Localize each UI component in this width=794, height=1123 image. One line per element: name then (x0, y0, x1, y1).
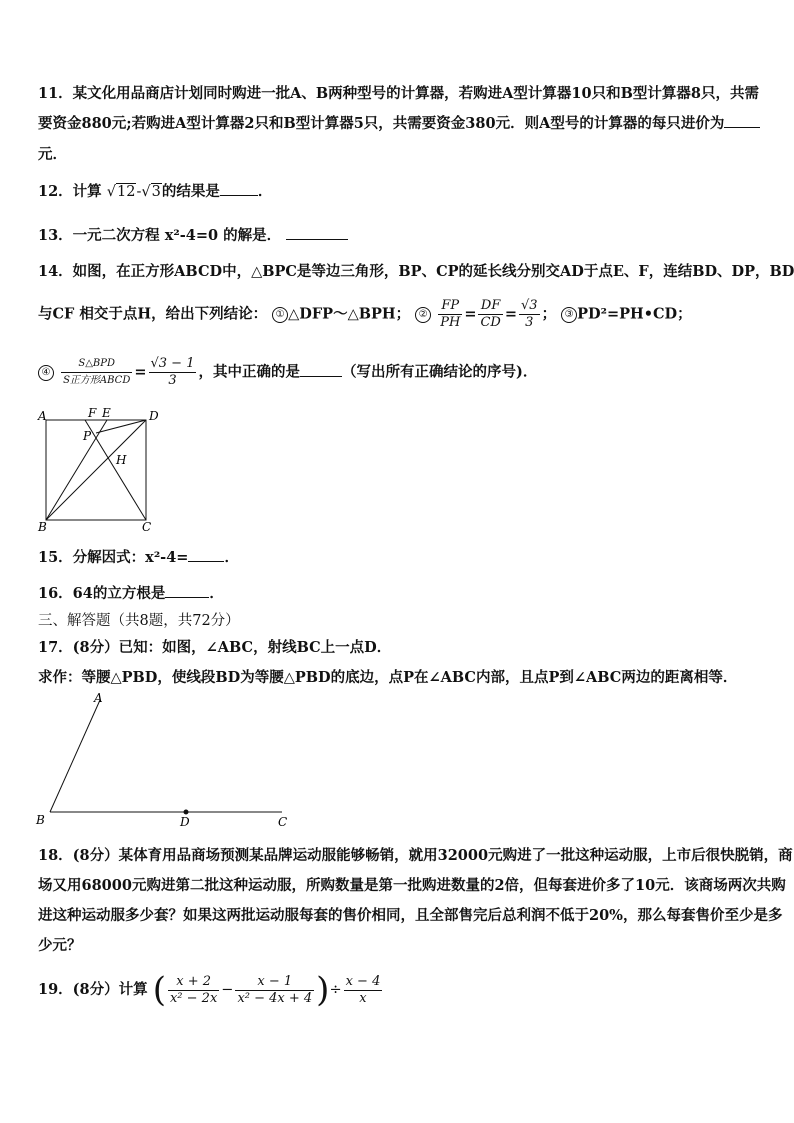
q14-circle-3: ③ (561, 307, 577, 323)
q14-conclusion-1: △DFP～△BPH； (288, 305, 411, 323)
q19-minus: − (221, 982, 234, 998)
segment-be (46, 420, 107, 520)
q16-text: 16．64的立方根是 (38, 585, 166, 602)
q19-frac-3: $\frac{x - 4}{x}$ (345, 973, 381, 1006)
q14-suffix: ，其中正确的是 (198, 363, 300, 381)
q18-line1: 18．(8分）某体育用品商场预测某品牌运动服能够畅销，就用32000元购进了一批这种运动服，上市后很快脱销，商 (38, 847, 793, 864)
point-d (184, 810, 189, 815)
q12-answer-blank[interactable] (220, 181, 258, 196)
q14-circle-1: ① (272, 307, 288, 323)
label-e: E (102, 406, 111, 420)
q12-radicand2: 3 (151, 184, 161, 200)
q14-conclusion-3: PD²=PH•CD； (577, 305, 692, 323)
q14-square-figure (36, 404, 166, 534)
q14-answer-blank[interactable] (300, 362, 342, 377)
q16: 16．64的立方根是 ． (38, 585, 224, 602)
q17-line1: 17．(8分）已知：如图，∠ABC，射线BC上一点D． (38, 639, 392, 656)
q13-text: 13．一元二次方程 x²-4=0 的解是． (38, 227, 282, 244)
q13 (38, 224, 348, 245)
label-b: B (36, 813, 45, 827)
q14-line3: ④ $\frac{\text{S△BPD}}{\text{S正方形ABCD}}$ = $\frac{√3 - 1}{3}$ ，其中正确的是 （写出所有正确结论的序号)． (38, 356, 537, 389)
q17-line2: 求作：等腰△PBD，使线段BD为等腰△PBD的底边，点P在∠ABC内部，且点P到∠ABC两边的距离相等． (38, 669, 738, 686)
segment-cf (85, 420, 146, 520)
q11-answer-blank[interactable] (724, 113, 760, 128)
q14-line2: 与CF 相交于点H，给出下列结论： ① △DFP～△BPH； ② $\frac{FP}{PH}$ = $\frac{DF}{CD}$ = $\frac{√3}{3}$ ； ③ PD²=PH•CD； (38, 298, 692, 330)
label-d: D (149, 409, 159, 423)
q18-line3: 进这种运动服多少套？如果这两批运动服每套的售价相同，且全部售完后总利润不低于20%，那么每套售价至少是多 (38, 907, 783, 924)
q18-line2: 场又用68000元购进第二批这种运动服，所购数量是第一批购进数量的2倍，但每套进价多了10元．该商场两次共购 (38, 877, 786, 894)
label-h: H (116, 453, 127, 467)
q14-frac-fp-ph: $\frac{FP}{PH}$ (440, 298, 461, 330)
q14-line1: 14．如图，在正方形ABCD中，△BPC是等边三角形，BP、CP的延长线分别交AD于点E、F，连结BD、DP，BD (38, 263, 794, 280)
segment-bd (46, 420, 146, 520)
q14-tail: （写出所有正确结论的序号)． (341, 363, 538, 381)
q12-radicand1: 12 (117, 184, 136, 200)
q14-frac-root3-minus1: $\frac{√3 - 1}{3}$ (150, 356, 195, 388)
q14-frac-area: $\frac{\text{S△BPD}}{\text{S正方形ABCD}}$ (63, 358, 131, 386)
q19: 19．(8分）计算 ( $\frac{x + 2}{\text{x² − 2x}}$ − $\frac{x - 1}{\text{x² − 4x + 4}}$ )÷ $\frac{x - 4}{x}$ (38, 970, 381, 1010)
q16-answer-blank[interactable] (165, 583, 209, 598)
q15: 15．分解因式：x²-4= ． (38, 549, 239, 566)
label-c: C (278, 815, 288, 829)
q11-line2-text: 要资金880元;若购进A型计算器2只和B型计算器5只，共需要资金380元．则A型号的计算器的每只进价为 (38, 115, 725, 132)
q11-line2 (38, 112, 760, 133)
q19-divide: ÷ (329, 982, 342, 998)
label-p: P (83, 429, 92, 443)
q12-suffix: 的结果是 (161, 183, 220, 200)
q11-line1: 11．某文化用品商店计划同时购进一批A、B两种型号的计算器，若购进A型计算器10只和B型计算器8只，共需 (38, 85, 759, 102)
q14-circle-4: ④ (38, 365, 54, 381)
label-b: B (38, 520, 47, 534)
q18-line4: 少元？ (38, 937, 82, 954)
section-3-heading: 三、解答题（共8题，共72分） (38, 613, 240, 629)
label-c: C (142, 520, 152, 534)
q15-answer-blank[interactable] (188, 547, 224, 562)
label-f: F (88, 406, 97, 420)
q12: 12．计算 √12-√3的结果是 ． (38, 183, 273, 200)
label-a: A (94, 691, 103, 705)
ray-ba (50, 700, 100, 812)
q19-frac-1: $\frac{x + 2}{\text{x² − 2x}}$ (169, 973, 218, 1006)
q13-answer-blank[interactable] (286, 225, 348, 240)
q14-line2-prefix: 与CF 相交于点H，给出下列结论： (38, 305, 268, 323)
q17-angle-figure (32, 690, 302, 830)
q14-circle-2: ② (415, 307, 431, 323)
q19-prefix: 19．(8分）计算 (38, 981, 148, 998)
q12-minus: - (136, 184, 142, 200)
q14-frac-root3-3: $\frac{√3}{3}$ (521, 298, 538, 330)
q12-prefix: 12．计算 (38, 183, 102, 200)
q14-frac-df-cd: $\frac{DF}{CD}$ (480, 298, 501, 330)
label-a: A (38, 409, 47, 423)
q15-text: 15．分解因式：x²-4= (38, 549, 189, 566)
label-d: D (180, 815, 190, 829)
q11-line3: 元． (38, 146, 67, 163)
q19-frac-2: $\frac{x - 1}{\text{x² − 4x + 4}}$ (237, 973, 313, 1006)
